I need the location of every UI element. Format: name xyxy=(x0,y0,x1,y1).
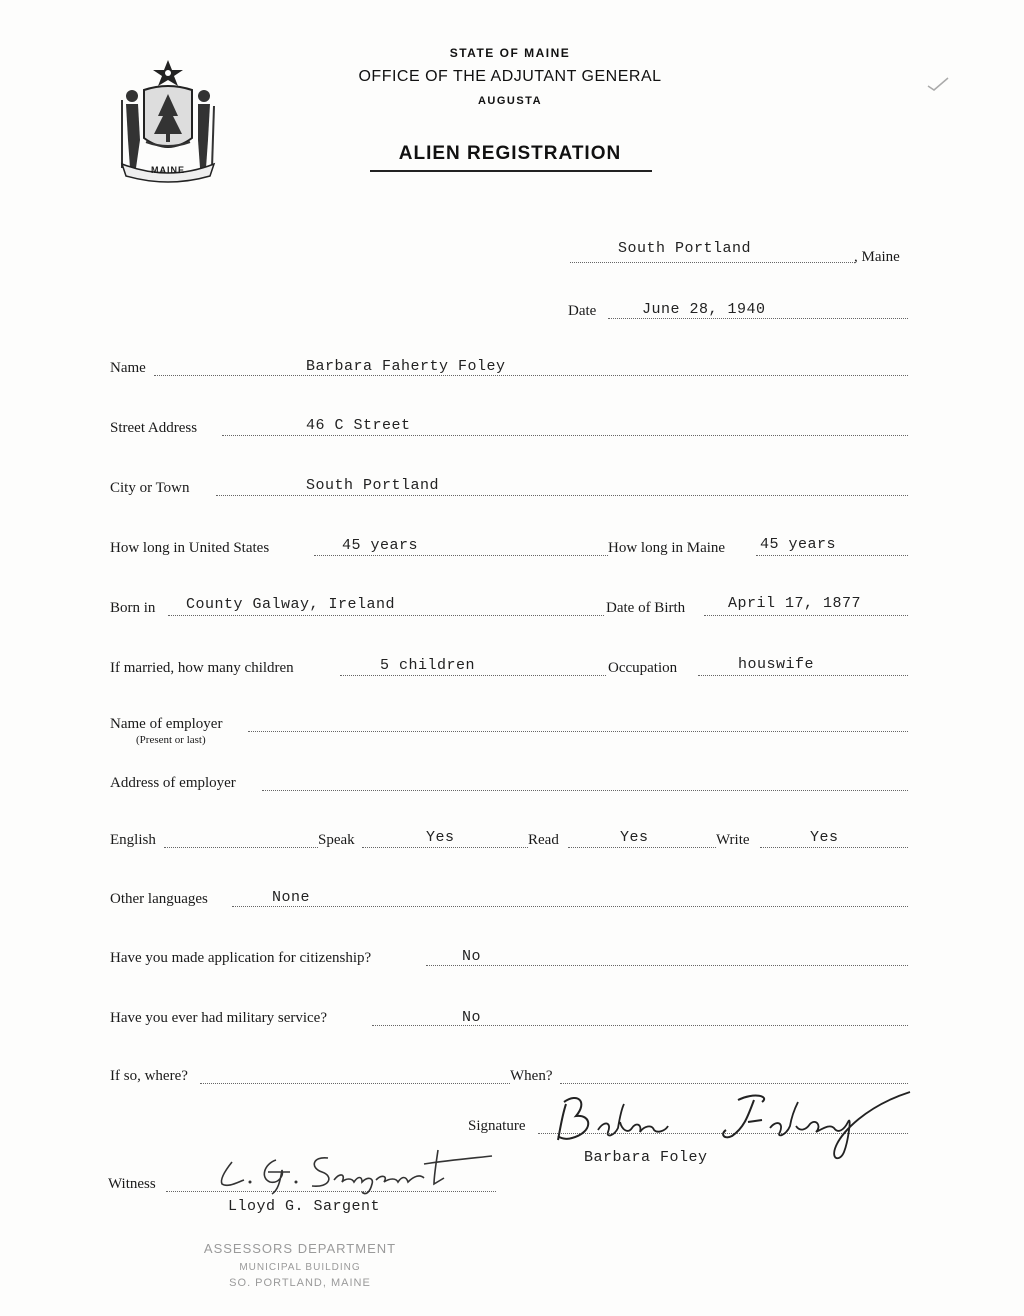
street-label: Street Address xyxy=(110,420,198,436)
street-value[interactable]: 46 C Street xyxy=(306,417,411,434)
city-value[interactable]: South Portland xyxy=(306,477,440,494)
military-line xyxy=(372,1025,908,1026)
stamp-building: MUNICIPAL BUILDING xyxy=(239,1262,361,1273)
speak-label: Speak xyxy=(318,832,355,848)
maine-value[interactable]: 45 years xyxy=(760,536,837,553)
children-label: If married, how many children xyxy=(110,660,294,676)
born-label: Born in xyxy=(110,600,156,616)
military-label: Have you ever had military service? xyxy=(110,1010,327,1026)
name-label: Name xyxy=(110,360,146,376)
when-line xyxy=(560,1083,908,1084)
employer-line xyxy=(248,731,908,732)
when-label: When? xyxy=(510,1068,553,1084)
maine-label: How long in Maine xyxy=(608,540,726,556)
languages-line xyxy=(232,906,908,907)
witness-typed: Lloyd G. Sargent xyxy=(228,1198,381,1215)
signature-label: Signature xyxy=(468,1118,526,1134)
where-line xyxy=(200,1083,510,1084)
read-line xyxy=(568,847,716,848)
signature-typed: Barbara Foley xyxy=(584,1149,708,1166)
us-label: How long in United States xyxy=(110,540,270,556)
occupation-label: Occupation xyxy=(608,660,678,676)
children-value[interactable]: 5 children xyxy=(380,657,476,674)
employer-label: Name of employer xyxy=(110,716,223,732)
read-value[interactable]: Yes xyxy=(620,829,649,846)
check-mark-icon xyxy=(926,74,950,92)
seal-motto: MAINE xyxy=(151,165,185,175)
english-line xyxy=(164,847,318,848)
header-state: STATE OF MAINE xyxy=(449,46,571,60)
dob-line xyxy=(704,615,908,616)
write-label: Write xyxy=(716,832,750,848)
title-underline xyxy=(370,170,652,172)
languages-value[interactable]: None xyxy=(272,889,311,906)
witness-handwritten-signature xyxy=(210,1142,500,1198)
employer-sublabel: (Present or last) xyxy=(136,734,206,746)
date-label: Date xyxy=(568,303,597,319)
speak-value[interactable]: Yes xyxy=(426,829,455,846)
place-value[interactable]: South Portland xyxy=(618,240,752,257)
place-line xyxy=(570,262,855,263)
born-line xyxy=(168,615,604,616)
where-label: If so, where? xyxy=(110,1068,188,1084)
city-line xyxy=(216,495,908,496)
street-line xyxy=(222,435,908,436)
citizenship-value[interactable]: No xyxy=(462,948,482,965)
place-suffix: , Maine xyxy=(854,249,900,265)
stamp-department: ASSESSORS DEPARTMENT xyxy=(203,1241,397,1256)
dob-label: Date of Birth xyxy=(606,600,686,616)
children-line xyxy=(340,675,606,676)
speak-line xyxy=(362,847,528,848)
employer-address-line xyxy=(262,790,908,791)
form-title: ALIEN REGISTRATION xyxy=(398,143,622,164)
dob-value[interactable]: April 17, 1877 xyxy=(728,595,862,612)
witness-label: Witness xyxy=(108,1176,156,1192)
us-value[interactable]: 45 years xyxy=(342,537,419,554)
employer-address-label: Address of employer xyxy=(110,775,236,791)
city-label: City or Town xyxy=(110,480,190,496)
header-office: OFFICE OF THE ADJUTANT GENERAL xyxy=(358,68,662,85)
occupation-value[interactable]: houswife xyxy=(738,656,815,673)
read-label: Read xyxy=(528,832,559,848)
citizenship-label: Have you made application for citizenship? xyxy=(110,950,372,966)
maine-state-seal-icon xyxy=(112,56,224,184)
maine-line xyxy=(756,555,908,556)
stamp-city: SO. PORTLAND, MAINE xyxy=(229,1277,371,1289)
write-line xyxy=(760,847,908,848)
name-value[interactable]: Barbara Faherty Foley xyxy=(306,358,506,375)
write-value[interactable]: Yes xyxy=(810,829,839,846)
header-city: AUGUSTA xyxy=(477,95,543,107)
occupation-line xyxy=(698,675,908,676)
english-label: English xyxy=(110,832,156,848)
name-line xyxy=(154,375,908,376)
military-value[interactable]: No xyxy=(462,1009,482,1026)
us-line xyxy=(314,555,608,556)
citizenship-line xyxy=(426,965,908,966)
date-value[interactable]: June 28, 1940 xyxy=(642,301,766,318)
born-value[interactable]: County Galway, Ireland xyxy=(186,596,396,613)
languages-label: Other languages xyxy=(110,891,208,907)
date-line xyxy=(608,318,908,319)
